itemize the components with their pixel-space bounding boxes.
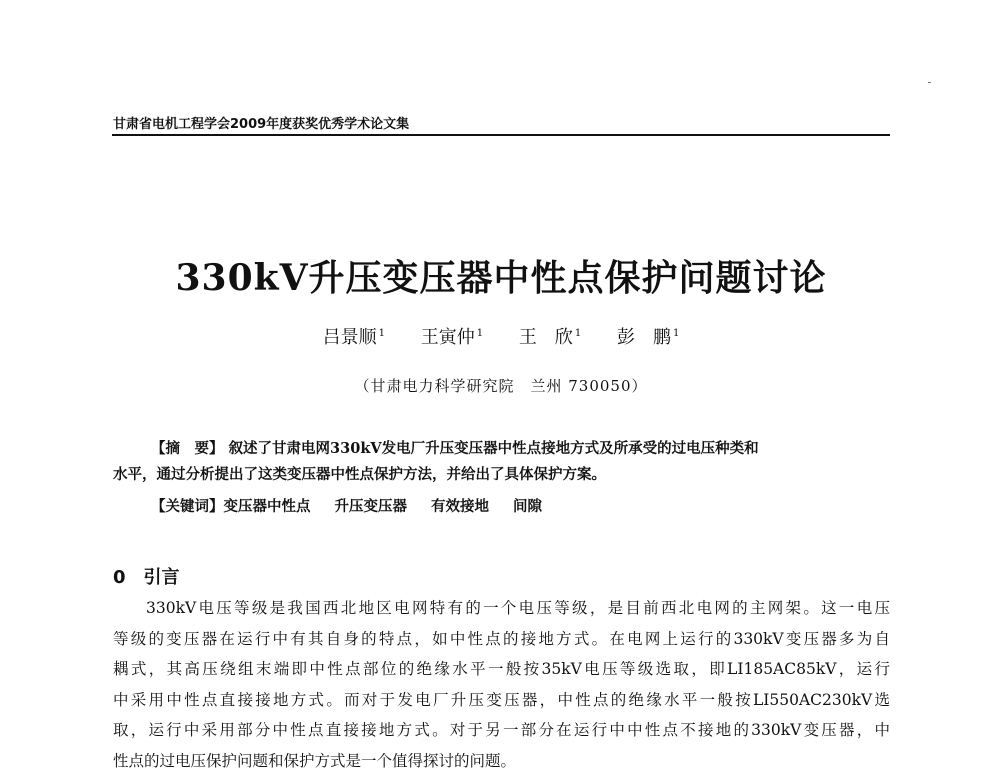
abstract-label: 【摘 要】	[151, 440, 224, 457]
body-line: 取，运行中采用部分中性点直接接地方式。对于另一部分在运行中中性点不接地的330kV变压器，中	[113, 715, 890, 746]
header-rule	[112, 134, 890, 136]
keyword: 变压器中性点	[224, 498, 311, 515]
affiliation: （甘肃电力科学研究院 兰州 730050）	[112, 375, 890, 396]
section-number: 0	[113, 567, 126, 588]
author-name: 彭 鹏	[617, 327, 671, 348]
keywords-label: 【关键词】	[151, 498, 224, 515]
keyword: 间隙	[513, 498, 542, 515]
keywords	[151, 495, 566, 516]
margin-mark	[928, 82, 931, 83]
body-line: 耦式，其高压绕组末端即中性点部位的绝缘水平一般按35kV电压等级选取，即LI185AC85kV，运行	[113, 654, 890, 685]
author-affiliation-mark: 1	[477, 328, 483, 339]
keyword: 有效接地	[431, 498, 489, 515]
author-name: 吕景顺	[323, 327, 377, 348]
section-title: 引言	[144, 567, 180, 588]
body-line: 性点的过电压保护问题和保护方式是一个值得探讨的问题。	[113, 746, 890, 776]
author-affiliation-mark: 1	[673, 328, 679, 339]
keyword: 升压变压器	[335, 498, 408, 515]
author	[519, 323, 581, 349]
section-body	[113, 593, 890, 776]
section-heading	[113, 563, 180, 589]
abstract-text: 叙述了甘肃电网330kV发电厂升压变压器中性点接地方式及所承受的过电压种类和	[229, 440, 759, 457]
author-name: 王寅仲	[421, 327, 475, 348]
body-line: 等级的变压器在运行中有其自身的特点，如中性点的接地方式。在电网上运行的330kV变压器多为自	[113, 624, 890, 655]
abstract-line: 水平，通过分析提出了这类变压器中性点保护方法，并给出了具体保护方案。	[113, 462, 890, 488]
paper-title: 330kV升压变压器中性点保护问题讨论	[112, 250, 890, 301]
author	[421, 323, 483, 349]
body-line: 中采用中性点直接接地方式。而对于发电厂升压变压器，中性点的绝缘水平一般按LI550AC230kV选	[113, 685, 890, 716]
abstract	[113, 436, 890, 488]
author-list	[112, 323, 890, 349]
abstract-line	[113, 436, 890, 462]
author-name: 王 欣	[519, 327, 573, 348]
body-line: 330kV电压等级是我国西北地区电网特有的一个电压等级，是目前西北电网的主网架。这一电压	[113, 593, 890, 624]
author	[323, 323, 385, 349]
running-header: 甘肃省电机工程学会2009年度获奖优秀学术论文集	[113, 113, 409, 132]
author-affiliation-mark: 1	[379, 328, 385, 339]
author	[617, 323, 679, 349]
author-affiliation-mark: 1	[575, 328, 581, 339]
